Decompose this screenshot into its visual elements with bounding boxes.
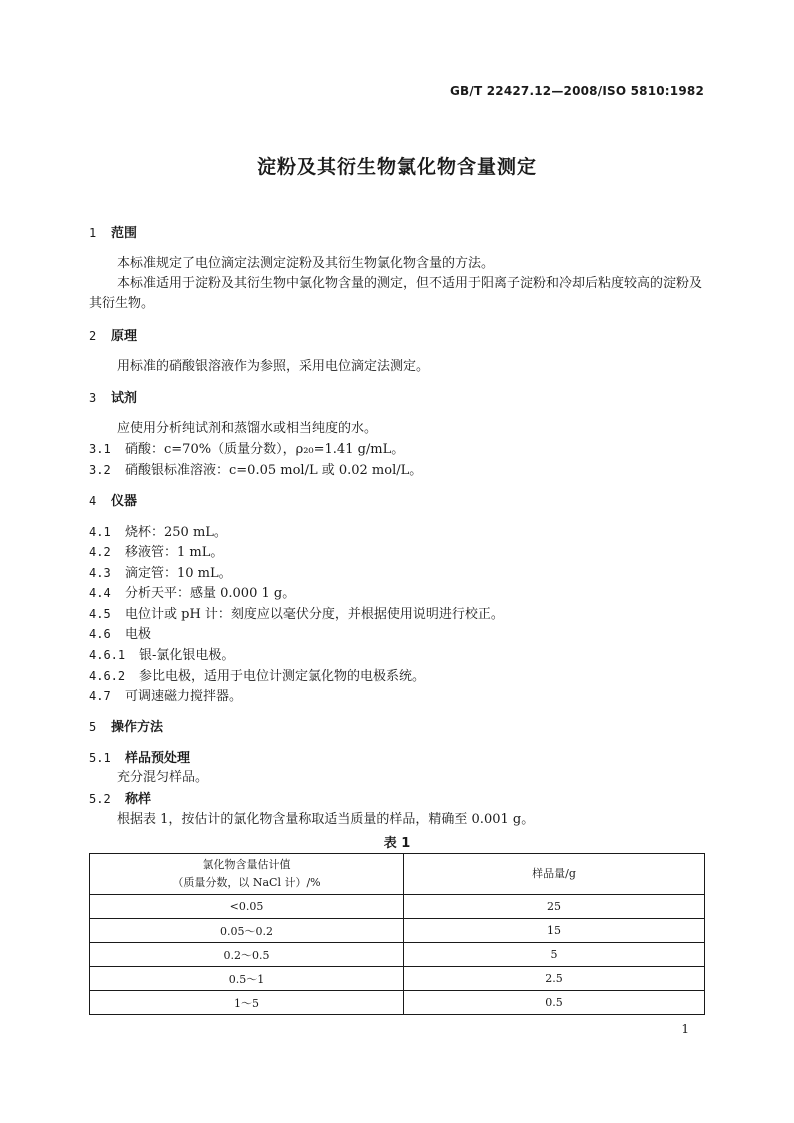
clause-4-5 (89, 606, 504, 623)
cell-mass: 5 (404, 943, 705, 967)
section-5-heading (89, 719, 163, 736)
clause-4-2 (89, 544, 223, 561)
subsection-title: 称样 (125, 792, 152, 807)
section-title: 范围 (111, 226, 138, 241)
section-number: 4 (89, 494, 97, 508)
subsection-5-2-paragraph: 根据表 1，按估计的氯化物含量称取适当质量的样品，精确至 0.001 g。 (117, 812, 535, 827)
clause-text: 电极 (125, 627, 152, 642)
clause-3-2 (89, 462, 422, 479)
cell-range: 1～5 (90, 991, 404, 1015)
clause-4-6-1 (89, 647, 234, 664)
cell-mass: 0.5 (404, 991, 705, 1015)
clause-number: 3.2 (89, 463, 111, 477)
clause-number: 4.3 (89, 566, 111, 580)
clause-4-1 (89, 524, 227, 541)
cell-range: <0.05 (90, 895, 404, 919)
clause-4-6-2 (89, 668, 425, 685)
section-2-heading (89, 328, 137, 345)
subsection-5-1-heading (89, 750, 190, 767)
clause-3-1 (89, 441, 404, 458)
clause-number: 4.4 (89, 586, 111, 600)
section-number: 1 (89, 226, 97, 240)
column-header-chloride-content (90, 854, 404, 895)
section-title: 试剂 (111, 391, 138, 406)
clause-text: 分析天平：感量 0.000 1 g。 (125, 586, 296, 601)
clause-text: 参比电极，适用于电位计测定氯化物的电极系统。 (139, 669, 426, 684)
clause-text: 可调速磁力搅拌器。 (125, 689, 243, 704)
section-1-paragraph-2: 本标准适用于淀粉及其衍生物中氯化物含量的测定，但不适用于阳离子淀粉和冷却后粘度较高的淀粉及其衍生物。 (89, 276, 703, 311)
table-caption: 表 1 (383, 836, 411, 851)
clause-text: 银-氯化银电极。 (139, 648, 235, 663)
clause-text: 移液管：1 mL。 (125, 545, 224, 560)
clause-4-3 (89, 565, 232, 582)
clause-4-4 (89, 585, 295, 602)
table-row (90, 967, 705, 991)
clause-number: 4.7 (89, 689, 111, 703)
section-3-paragraph: 应使用分析纯试剂和蒸馏水或相当纯度的水。 (117, 421, 378, 436)
cell-mass: 2.5 (404, 967, 705, 991)
cell-mass: 15 (404, 919, 705, 943)
clause-number: 5.1 (89, 751, 111, 765)
table-row (90, 895, 705, 919)
section-title: 仪器 (111, 494, 138, 509)
cell-range: 0.05～0.2 (90, 919, 404, 943)
subsection-title: 样品预处理 (125, 751, 191, 766)
standard-code: GB/T 22427.12—2008/ISO 5810:1982 (449, 84, 704, 98)
column-header-sample-mass: 样品量/g (404, 854, 705, 895)
table-row (90, 943, 705, 967)
sample-mass-table (89, 853, 705, 1015)
table-header-row (90, 854, 705, 895)
clause-number: 4.6.2 (89, 669, 126, 683)
subsection-5-2-heading (89, 791, 151, 808)
cell-mass: 25 (404, 895, 705, 919)
clause-text: 硝酸银标准溶液：c=0.05 mol/L 或 0.02 mol/L。 (125, 463, 423, 478)
section-title: 操作方法 (111, 720, 164, 735)
section-1-heading (89, 225, 137, 242)
section-4-heading (89, 493, 137, 510)
document-title: 淀粉及其衍生物氯化物含量测定 (256, 156, 537, 178)
section-number: 2 (89, 329, 97, 343)
table-row (90, 991, 705, 1015)
clause-number: 3.1 (89, 442, 111, 456)
clause-number: 4.1 (89, 525, 111, 539)
section-3-heading (89, 390, 137, 407)
subsection-5-1-paragraph: 充分混匀样品。 (117, 770, 209, 785)
column-header-line: 氯化物含量估计值 (202, 858, 291, 871)
section-number: 5 (89, 720, 97, 734)
clause-4-7 (89, 688, 242, 705)
cell-range: 0.2～0.5 (90, 943, 404, 967)
page-number: 1 (681, 1022, 689, 1036)
column-header-line: （质量分数，以 NaCl 计）/% (172, 876, 321, 889)
clause-number: 5.2 (89, 792, 111, 806)
clause-text: 滴定管：10 mL。 (125, 566, 232, 581)
clause-number: 4.6 (89, 627, 111, 641)
clause-4-6 (89, 626, 151, 643)
clause-text: 电位计或 pH 计：刻度应以毫伏分度，并根据使用说明进行校正。 (125, 607, 504, 622)
cell-range: 0.5～1 (90, 967, 404, 991)
clause-number: 4.5 (89, 607, 111, 621)
section-2-paragraph: 用标准的硝酸银溶液作为参照，采用电位滴定法测定。 (117, 359, 430, 374)
section-1-paragraph-1: 本标准规定了电位滴定法测定淀粉及其衍生物氯化物含量的方法。 (117, 256, 495, 271)
clause-text: 硝酸：c=70%（质量分数），ρ₂₀=1.41 g/mL。 (125, 442, 405, 457)
section-title: 原理 (111, 329, 138, 344)
table-row (90, 919, 705, 943)
section-number: 3 (89, 391, 97, 405)
clause-text: 烧杯：250 mL。 (125, 525, 227, 540)
clause-number: 4.6.1 (89, 648, 126, 662)
clause-number: 4.2 (89, 545, 111, 559)
